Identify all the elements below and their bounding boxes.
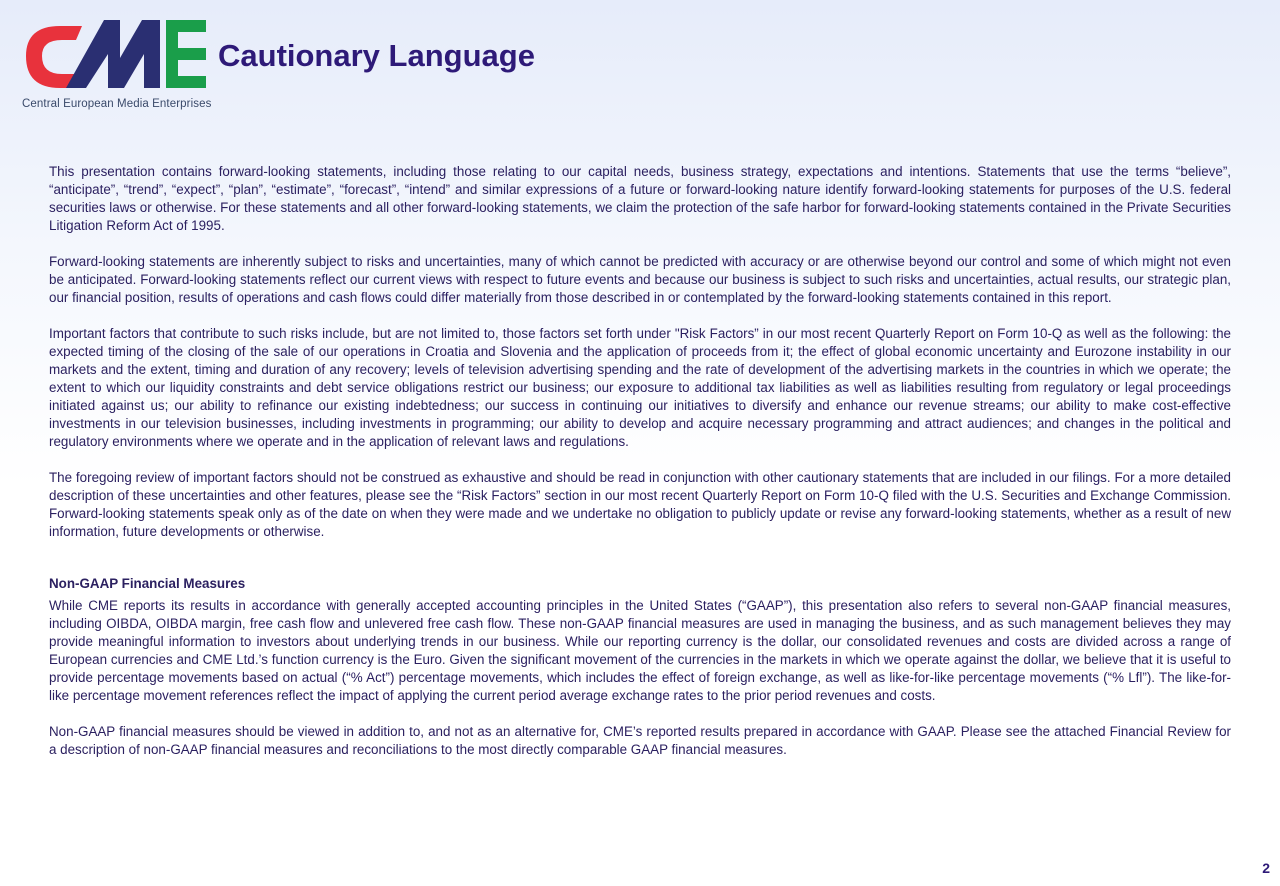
page-number: 2 [1262,860,1270,876]
paragraph-forward-looking: This presentation contains forward-looking statements, including those relating to our capital needs, business strategy, expectations and intentions. Statements that use the terms “believe”, “anticipate”, “trend”, “expect”, “plan”, “estimate”, “forecast”, “intend” and similar expressions of a future or forward-looking nature identify forward-looking statements for purposes of the U.S. federal securities laws or otherwise. For these statements and all other forward-looking statements, we claim the protection of the safe harbor for forward-looking statements contained in the Private Securities Litigation Reform Act of 1995. [49,164,1231,233]
cme-logo-mark-icon [20,18,210,96]
paragraph-non-gaap-measures: While CME reports its results in accordance with generally accepted accounting principles in the United States (“GAAP”), this presentation also refers to several non-GAAP financial measures, including OIBDA, OIBDA margin, free cash flow and unlevered free cash flow. These non-GAAP financial measures are used in managing the business, and as such management believes they may provide meaningful information to investors about underlying trends in our business. While our reporting currency is the dollar, our consolidated revenues and costs are divided across a range of European currencies and CME Ltd.’s function currency is the Euro. Given the significant movement of the currencies in the markets in which we operate against the dollar, we believe that it is useful to provide percentage movements based on actual (“% Act”) percentage movements, which includes the effect of foreign exchange, as well as like-for-like percentage movements (“% Lfl”). The like-for-like percentage movement references reflect the impact of applying the current period average exchange rates to the prior period revenues and costs. [49,598,1231,703]
paragraph-non-gaap-reconciliation: Non-GAAP financial measures should be viewed in addition to, and not as an alternative for, CME’s reported results prepared in accordance with GAAP. Please see the attached Financial Review for a description of non-GAAP financial measures and reconciliations to the most directly comparable GAAP financial measures. [49,724,1231,757]
document-body [49,163,1231,759]
paragraph-important-factors: Important factors that contribute to such risks include, but are not limited to, those factors set forth under "Risk Factors” in our most recent Quarterly Report on Form 10-Q as well as the following: the expected timing of the closing of the sale of our operations in Croatia and Slovenia and the application of proceeds from it; the effect of global economic uncertainty and Eurozone instability in our markets and the extent, timing and duration of any recovery; levels of television advertising spending and the rate of development of the advertising markets in the countries in which we operate; the extent to which our liquidity constraints and debt service obligations restrict our business; our exposure to additional tax liabilities as well as liabilities resulting from regulatory or legal proceedings initiated against us; our ability to refinance our existing indebtedness; our success in continuing our initiatives to diversify and enhance our revenue streams; our ability to make cost-effective investments in our television businesses, including investments in programming; our ability to develop and acquire necessary programming and attract audiences; and changes in the political and regulatory environments where we operate and in the application of relevant laws and regulations. [49,326,1231,449]
page-title: Cautionary Language [218,38,535,73]
logo-caption: Central European Media Enterprises [22,98,212,110]
paragraph-foregoing-review: The foregoing review of important factors should not be construed as exhaustive and should be read in conjunction with other cautionary statements that are included in our filings. For a more detailed description of these uncertainties and other features, please see the “Risk Factors” section in our most recent Quarterly Report on Form 10-Q filed with the U.S. Securities and Exchange Commission. Forward-looking statements speak only as of the date on when they were made and we undertake no obligation to publicly update or revise any forward-looking statements, whether as a result of new information, future developments or otherwise. [49,470,1231,539]
non-gaap-heading: Non-GAAP Financial Measures [49,576,246,591]
paragraph-risks: Forward-looking statements are inherently subject to risks and uncertainties, many of which cannot be predicted with accuracy or are otherwise beyond our control and some of which might not even be anticipated. Forward-looking statements reflect our current views with respect to future events and because our business is subject to such risks and uncertainties, actual results, our strategic plan, our financial position, results of operations and cash flows could differ materially from those described in or contemplated by the forward-looking statements contained in this report. [49,254,1231,305]
cme-logo [20,18,210,113]
